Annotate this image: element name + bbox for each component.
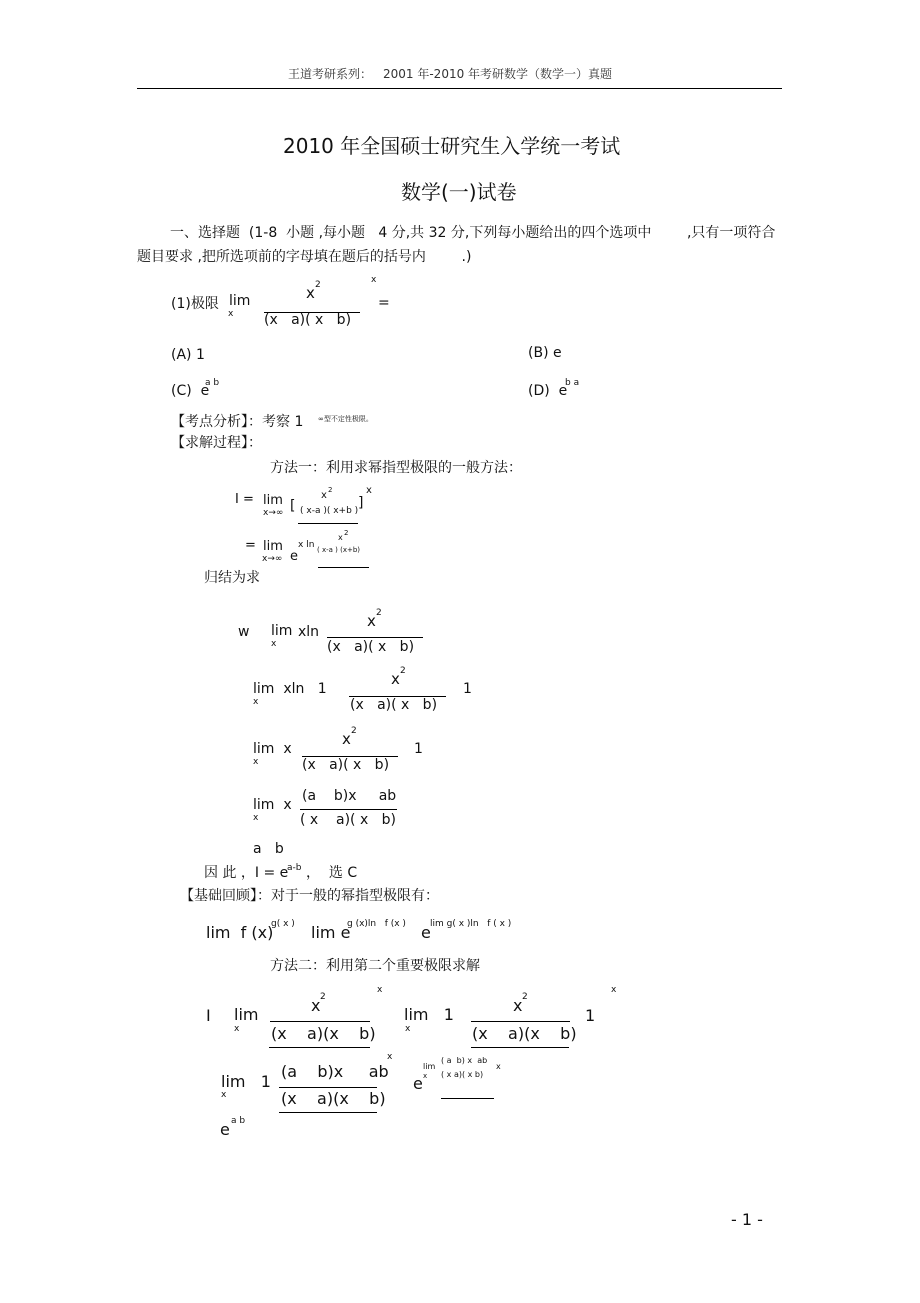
w-row3-lim: lim x bbox=[253, 741, 292, 757]
m2-bar-2b bbox=[471, 1047, 569, 1048]
page-number: - 1 - bbox=[731, 1210, 763, 1229]
w-fraction-bar bbox=[327, 637, 423, 638]
m1-outer-exp: x bbox=[366, 485, 372, 496]
m2-e-num: ( a b) x ab bbox=[441, 1056, 488, 1065]
intro-line-1: 一、选择题 (1-8 小题 ,每小题 4 分,共 32 分,下列每小题给出的四个选项中 ,只有一项符合 bbox=[170, 225, 776, 241]
option-c: (C) e bbox=[171, 383, 210, 399]
m2-lim-2-sub: x bbox=[405, 1024, 411, 1034]
m2-e-den: ( x a)( x b) bbox=[441, 1070, 484, 1079]
m2-exp-1: x bbox=[377, 985, 383, 995]
m1-lim-sub: x→∞ bbox=[263, 508, 284, 518]
m2-bar-3b bbox=[279, 1112, 377, 1113]
w-lim: lim bbox=[271, 623, 293, 639]
m2-e-x: x bbox=[496, 1062, 501, 1071]
m2-num-2: x bbox=[513, 996, 523, 1015]
m1-e-bar bbox=[318, 567, 369, 568]
exam-subtitle: 数学(一)试卷 bbox=[401, 180, 517, 204]
m1-e-exp: x ln bbox=[298, 540, 315, 550]
m1-e-num: x bbox=[338, 533, 343, 542]
m2-num-2-exp: 2 bbox=[522, 992, 528, 1002]
w-row2-num-exp: 2 bbox=[400, 666, 406, 676]
q1-numerator: x bbox=[306, 284, 315, 302]
m2-exp-3: x bbox=[387, 1052, 393, 1062]
w-row4-bar bbox=[300, 809, 397, 810]
w-row2-lim: lim xln 1 bbox=[253, 681, 327, 697]
m2-e: e bbox=[413, 1074, 423, 1093]
conclusion-exp: a-b bbox=[287, 863, 302, 873]
w-row2-num: x bbox=[391, 670, 400, 688]
basics-f3-exp: lim g( x )ln f ( x ) bbox=[430, 919, 512, 929]
m1-fraction-bar bbox=[298, 523, 358, 524]
w-row3-tail: 1 bbox=[414, 741, 423, 757]
w-row3-den: (x a)( x b) bbox=[302, 757, 390, 773]
m1-e-den: ( x-a ) (x+b) bbox=[317, 546, 361, 554]
option-b: (B) e bbox=[528, 345, 562, 361]
header-rule bbox=[137, 88, 782, 89]
m2-lim-2: lim 1 bbox=[404, 1005, 454, 1024]
m2-result-exp: a b bbox=[231, 1116, 246, 1126]
header-range: 2001 年-2010 年考研数学（数学一）真题 bbox=[383, 67, 613, 81]
m1-e: e bbox=[290, 549, 298, 564]
conclusion-text: 因 此 ，I = e bbox=[204, 865, 289, 881]
m2-lim-1: lim bbox=[234, 1005, 259, 1024]
w-xln: xln bbox=[298, 624, 320, 640]
header-series: 王道考研系列： bbox=[288, 67, 373, 81]
basics-f2-exp: g (x)ln f (x ) bbox=[347, 919, 406, 929]
option-c-exp: a b bbox=[205, 378, 220, 388]
basics-f1: lim f (x) bbox=[206, 923, 274, 942]
m1-e-num-exp: 2 bbox=[344, 529, 349, 537]
m2-den-2: (x a)(x b) bbox=[472, 1024, 577, 1043]
q1-outer-exp: x bbox=[371, 275, 377, 285]
m1-close-bracket: ] bbox=[358, 495, 364, 511]
basics-label: 【基础回顾】：对于一般的幂指型极限有： bbox=[180, 888, 439, 904]
q1-denominator: (x a)( x b) bbox=[264, 312, 352, 328]
w-den: (x a)( x b) bbox=[327, 639, 415, 655]
m2-num-3: (a b)x ab bbox=[281, 1062, 389, 1081]
option-d-exp: b a bbox=[565, 378, 580, 388]
m1-num: x bbox=[321, 490, 327, 501]
m2-exp-2: x bbox=[611, 985, 617, 995]
m2-result: e bbox=[220, 1120, 230, 1139]
basics-f1-exp: g( x ) bbox=[271, 919, 295, 929]
q1-label: (1)极限 bbox=[171, 296, 219, 312]
process-label: 【求解过程】： bbox=[171, 435, 262, 451]
analysis-label: 【考点分析】：考察 1 bbox=[171, 414, 304, 430]
m2-den-3: (x a)(x b) bbox=[281, 1089, 386, 1108]
m2-bar-3 bbox=[279, 1087, 377, 1088]
m2-e-bar bbox=[441, 1098, 494, 1099]
m2-I: I bbox=[206, 1006, 211, 1025]
option-d: (D) e bbox=[528, 383, 568, 399]
w-num-exp: 2 bbox=[376, 608, 382, 618]
m2-lim-1-sub: x bbox=[234, 1024, 240, 1034]
m2-bar-2 bbox=[471, 1021, 570, 1022]
q1-lim: lim bbox=[229, 293, 251, 309]
w-row4-den: ( x a)( x b) bbox=[300, 812, 396, 828]
exam-title: 2010 年全国硕士研究生入学统一考试 bbox=[283, 134, 621, 158]
m1-I: I = bbox=[235, 492, 254, 507]
m1-den: ( x-a )( x+b ) bbox=[300, 506, 359, 516]
m1-lim: lim bbox=[263, 493, 283, 508]
m2-num-1-exp: 2 bbox=[320, 992, 326, 1002]
w-row4-num: (a b)x ab bbox=[302, 788, 397, 804]
reduce-label: 归结为求 bbox=[204, 570, 260, 586]
m1-num-exp: 2 bbox=[328, 486, 333, 494]
w-row4-lim: lim x bbox=[253, 797, 292, 813]
w-label: w bbox=[238, 624, 250, 640]
m2-e-lim: lim bbox=[423, 1062, 436, 1071]
m1-lim-2-sub: x→∞ bbox=[262, 554, 283, 564]
w-num: x bbox=[367, 612, 376, 630]
w-lim-sub: x bbox=[271, 639, 277, 649]
m2-bar-1b bbox=[269, 1047, 370, 1048]
m1-open-bracket: [ bbox=[290, 498, 296, 514]
analysis-note: ∞型不定性极限。 bbox=[318, 415, 373, 423]
m1-eq: = bbox=[245, 538, 256, 553]
m2-e-lim-sub: x bbox=[423, 1072, 428, 1080]
method2-title: 方法二：利用第二个重要极限求解 bbox=[270, 958, 480, 974]
option-a: (A) 1 bbox=[171, 347, 205, 363]
w-row5: a b bbox=[253, 841, 284, 857]
m2-num-1: x bbox=[311, 996, 321, 1015]
m1-lim-2: lim bbox=[263, 539, 283, 554]
w-row2-den: (x a)( x b) bbox=[350, 697, 438, 713]
w-row2-tail: 1 bbox=[463, 681, 472, 697]
m2-tail-2: 1 bbox=[585, 1006, 596, 1025]
basics-f2: lim e bbox=[311, 923, 351, 942]
m2-den-1: (x a)(x b) bbox=[271, 1024, 376, 1043]
w-row3-num: x bbox=[342, 730, 351, 748]
m2-lim-3: lim 1 bbox=[221, 1072, 271, 1091]
q1-equals: = bbox=[378, 295, 390, 311]
m2-bar-1 bbox=[270, 1021, 370, 1022]
intro-line-2: 题目要求 ,把所选项前的字母填在题后的括号内 .) bbox=[137, 249, 472, 265]
w-row4-sub: x bbox=[253, 813, 259, 823]
q1-lim-sub: x bbox=[228, 309, 234, 319]
q1-numerator-exp: 2 bbox=[315, 280, 321, 290]
w-row3-num-exp: 2 bbox=[351, 726, 357, 736]
method1-title: 方法一：利用求幂指型极限的一般方法： bbox=[270, 460, 522, 476]
w-row3-sub: x bbox=[253, 757, 259, 767]
conclusion-tail: ， 选 C bbox=[306, 865, 358, 881]
basics-f3: e bbox=[421, 923, 431, 942]
m2-lim-3-sub: x bbox=[221, 1090, 227, 1100]
w-row2-sub: x bbox=[253, 697, 259, 707]
